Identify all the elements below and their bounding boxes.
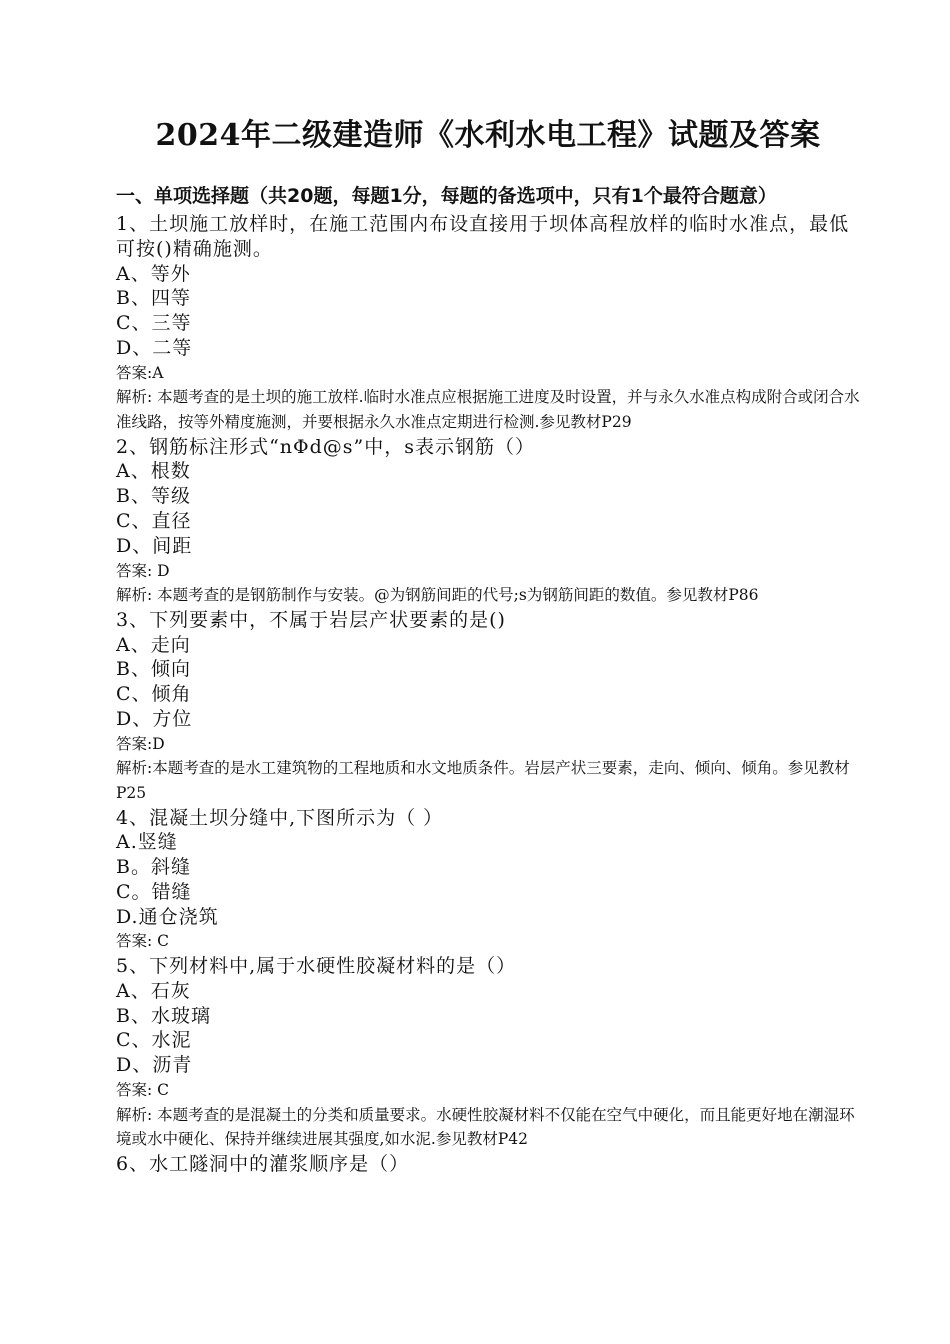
answer-key: 答案:A <box>116 363 164 382</box>
answer-option: A.竖缝 <box>116 831 178 854</box>
answer-option: B、等级 <box>116 485 191 508</box>
question-block <box>116 435 860 608</box>
explanation: 解析: 本题考查的是混凝土的分类和质量要求。水硬性胶凝材料不仅能在空气中硬化，而且能更好地在潮湿环境或水中硬化、保持并继续进展其强度,如水泥.参见教材P42 <box>116 1105 855 1149</box>
answer-option: D、间距 <box>116 534 193 557</box>
answer-option: B。斜缝 <box>116 856 191 879</box>
explanation: 解析: 本题考查的是土坝的施工放样.临时水准点应根据施工进度及时设置，并与永久水准点构成附合或闭合水准线路，按等外精度施测，并要根据永久水准点定期进行检测.参见教材P29 <box>116 388 860 431</box>
answer-key: 答案: C <box>116 932 170 951</box>
question-stem: 4、混凝土坝分缝中,下图所示为（ ） <box>116 806 444 829</box>
answer-option: D、沥青 <box>116 1054 193 1077</box>
answer-option: C、水泥 <box>116 1029 192 1052</box>
document-title: 2024年二级建造师《水利水电工程》试题及答案 <box>155 118 821 153</box>
answer-option: A、等外 <box>116 262 191 285</box>
question-stem: 5、下列材料中,属于水硬性胶凝材料的是（） <box>116 955 517 978</box>
explanation: 解析: 本题考查的是钢筋制作与安装。@为钢筋间距的代号;s为钢筋间距的数值。参见教材P86 <box>116 586 759 605</box>
question-block <box>116 212 860 435</box>
question-block <box>116 608 860 806</box>
question-block <box>116 954 860 1152</box>
answer-option: D、二等 <box>116 336 193 359</box>
section-heading: 一、单项选择题（共20题，每题1分，每题的备选项中，只有1个最符合题意） <box>116 185 777 207</box>
question-block <box>116 1152 860 1177</box>
document-page <box>116 98 860 1177</box>
question-stem: 2、钢筋标注形式“nΦd@s”中，s表示钢筋（） <box>116 435 535 458</box>
answer-option: C、三等 <box>116 312 192 335</box>
answer-option: C、倾角 <box>116 683 192 706</box>
question-list <box>116 212 860 1177</box>
explanation: 解析:本题考查的是水工建筑物的工程地质和水文地质条件。岩层产状三要素，走向、倾向、倾角。参见教材P25 <box>116 759 850 802</box>
answer-option: A、石灰 <box>116 979 191 1002</box>
answer-option: D、方位 <box>116 707 193 730</box>
answer-key: 答案: C <box>116 1081 170 1100</box>
answer-option: A、走向 <box>116 633 191 656</box>
answer-option: C。错缝 <box>116 880 192 903</box>
question-stem: 6、水工隧洞中的灌浆顺序是（） <box>116 1152 410 1175</box>
answer-option: D.通仓浇筑 <box>116 905 219 928</box>
answer-option: C、直径 <box>116 509 192 532</box>
answer-option: B、倾向 <box>116 658 191 681</box>
question-block <box>116 806 860 955</box>
answer-key: 答案:D <box>116 734 165 753</box>
question-stem: 1、土坝施工放样时，在施工范围内布设直接用于坝体高程放样的临时水准点，最低可按()精确施测。 <box>116 213 850 260</box>
question-stem: 3、下列要素中，不属于岩层产状要素的是() <box>116 608 506 631</box>
answer-option: B、四等 <box>116 287 191 310</box>
answer-option: A、根数 <box>116 460 191 483</box>
answer-option: B、水玻璃 <box>116 1004 211 1027</box>
answer-key: 答案: D <box>116 561 170 580</box>
